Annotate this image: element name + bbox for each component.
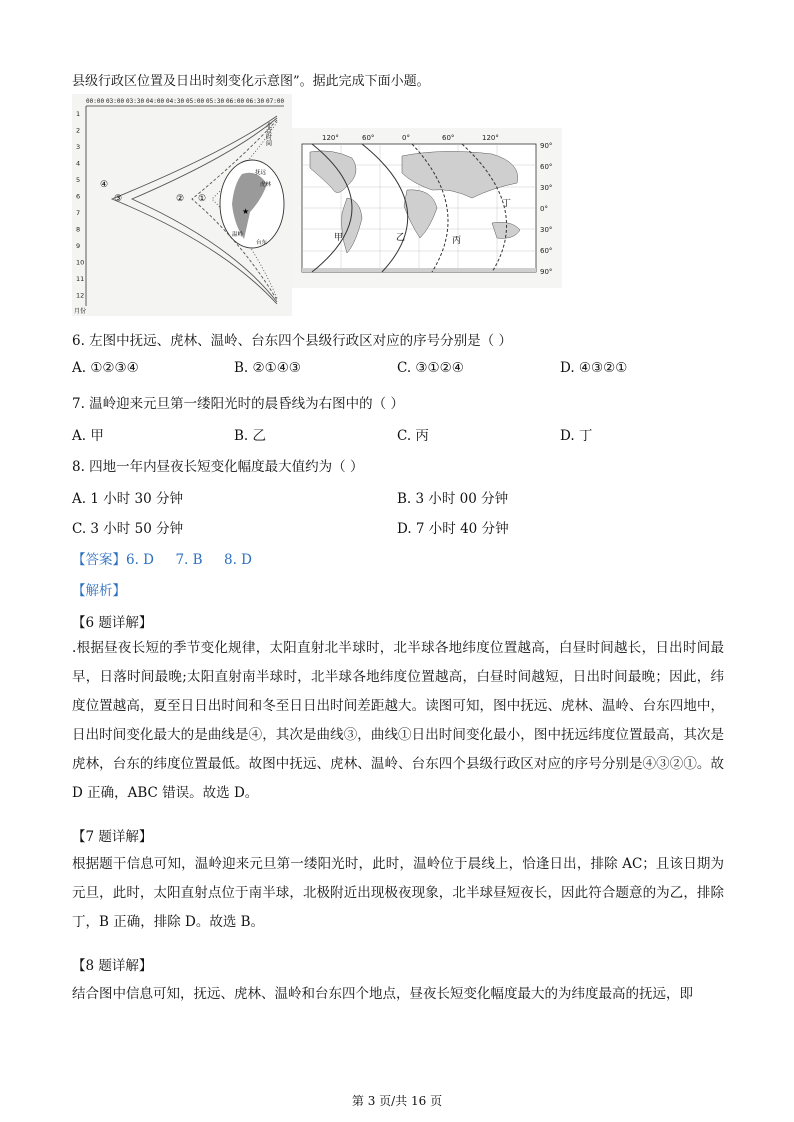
curve-label-2: ② <box>176 194 185 204</box>
time-tick: 03:00 <box>106 98 125 105</box>
time-legend: 北京时间 <box>264 122 272 146</box>
longitude-tick: 60° <box>362 134 375 142</box>
detail-8-text: 结合图中信息可知，抚远、虎林、温岭和台东四个地点，昼夜长短变化幅度最大的为纬度最高的抚远，即 <box>72 986 693 1002</box>
detail-8-title: 【8 题详解】 <box>72 958 153 974</box>
month-tick: 5 <box>76 176 81 184</box>
q6-option-d[interactable]: D. ④③②① <box>560 360 628 376</box>
line-label-jia: 甲 <box>334 233 344 243</box>
q7-option-a[interactable]: A. 甲 <box>72 428 104 444</box>
q6-option-c[interactable]: C. ③①②④ <box>397 360 464 376</box>
page-footer: 第 3 页/共 16 页 <box>351 1094 443 1108</box>
month-tick: 7 <box>76 209 81 217</box>
detail-7-text: 根据题干信息可知，温岭迎来元旦第一缕阳光时，此时，温岭位于晨线上，恰逢日出，排除 AC；且该日期为元旦，此时，太阳直射点位于南半球，北极附近出现极夜现象，北半球昼短夜长，因此符合题意的为乙，排除丁，B 正确，排除 D。故选 B。 <box>72 856 724 930</box>
q8-option-a[interactable]: A. 1 小时 30 分钟 <box>72 491 183 507</box>
world-map-figure <box>292 128 562 288</box>
detail-7-title: 【7 题详解】 <box>72 829 153 845</box>
q8-stem: 8. 四地一年内昼夜长短变化幅度最大值约为（ ） <box>72 459 364 475</box>
month-axis-label: 月份 <box>74 308 87 315</box>
latitude-tick: 60° <box>540 247 553 255</box>
longitude-tick: 0° <box>402 134 410 142</box>
latitude-tick: 90° <box>540 268 553 276</box>
time-tick: 05:30 <box>206 98 225 105</box>
q6-stem: 6. 左图中抚远、虎林、温岭、台东四个县级行政区对应的序号分别是（ ） <box>72 333 512 349</box>
antarctica-shape <box>302 268 536 272</box>
curve-label-1: ① <box>198 194 207 204</box>
time-tick: 06:30 <box>246 98 265 105</box>
month-tick: 11 <box>76 275 85 283</box>
answer-line: 【答案】6. D 7. B 8. D <box>72 552 252 568</box>
line-label-ding: 丁 <box>502 199 512 209</box>
q7-option-d[interactable]: D. 丁 <box>560 428 593 444</box>
q8-option-c[interactable]: C. 3 小时 50 分钟 <box>72 521 184 537</box>
line-label-bing: 丙 <box>452 236 462 246</box>
latitude-tick: 90° <box>540 142 553 150</box>
q6-option-b[interactable]: B. ②①④③ <box>234 360 301 376</box>
latitude-tick: 0° <box>540 205 548 213</box>
longitude-tick: 60° <box>442 134 455 142</box>
analysis-heading: 【解析】 <box>72 583 126 599</box>
q7-option-b[interactable]: B. 乙 <box>234 428 267 444</box>
map-label-taidong: 台东 <box>256 240 268 246</box>
star-marker: ★ <box>242 207 250 216</box>
time-tick: 00:00 <box>86 98 105 105</box>
longitude-tick: 120° <box>482 134 499 142</box>
month-tick: 12 <box>76 291 85 300</box>
month-tick: 3 <box>76 143 81 151</box>
latitude-tick: 60° <box>540 163 553 171</box>
q7-stem: 7. 温岭迎来元旦第一缕阳光时的晨昏线为右图中的（ ） <box>72 396 404 412</box>
time-tick: 03:30 <box>126 98 145 105</box>
time-tick: 04:00 <box>146 98 165 105</box>
detail-6-text: .根据昼夜长短的季节变化规律，太阳直射北半球时，北半球各地纬度位置越高，白昼时间越长，日出时间最早，日落时间最晚;太阳直射南半球时，北半球各地纬度位置越高，白昼时间越短，日出时间最晚；因此，纬度位置越高，夏至日日出时间和冬至日日出时间差距越大。读图可知，图中抚远、虎林、温岭、台东四地中，日出时间变化最大的是曲线是④，其次是曲线③，曲线①日出时间变化最小，图中抚远纬度位置最高，其次是虎林，台东的纬度位置最低。故图中抚远、虎林、温岭、台东四个县级行政区对应的序号分别是④③②①。故 D 正确，ABC 错误。故选 D。 <box>72 640 724 801</box>
q8-option-b[interactable]: B. 3 小时 00 分钟 <box>397 491 509 507</box>
time-tick: 04:30 <box>166 98 185 105</box>
intro-text: 县级行政区位置及日出时刻变化示意图”。据此完成下面小题。 <box>72 74 430 89</box>
month-tick: 10 <box>76 258 85 267</box>
line-label-yi: 乙 <box>396 233 406 243</box>
sunrise-curve-figure <box>72 94 292 316</box>
curve-label-4: ④ <box>100 180 109 190</box>
month-tick: 6 <box>76 192 81 201</box>
longitude-tick: 120° <box>322 134 339 142</box>
map-label-wenling: 温岭 <box>232 232 244 238</box>
month-tick: 8 <box>76 225 81 234</box>
time-tick: 05:00 <box>186 98 205 105</box>
map-label-fuyuan: 抚远 <box>255 170 267 176</box>
month-tick: 9 <box>76 242 81 250</box>
month-tick: 4 <box>76 159 81 168</box>
time-tick: 06:00 <box>226 98 245 105</box>
map-label-hulin: 虎林 <box>260 182 272 188</box>
q7-option-c[interactable]: C. 丙 <box>397 428 429 444</box>
month-tick: 1 <box>76 110 81 118</box>
latitude-tick: 30° <box>540 226 553 234</box>
q6-option-a[interactable]: A. ①②③④ <box>72 360 139 376</box>
detail-6-title: 【6 题详解】 <box>72 615 153 631</box>
month-tick: 2 <box>76 126 81 135</box>
time-tick: 07:00 <box>266 98 285 105</box>
curve-label-3: ③ <box>114 194 123 204</box>
q8-option-d[interactable]: D. 7 小时 40 分钟 <box>397 521 509 537</box>
latitude-tick: 30° <box>540 184 553 192</box>
